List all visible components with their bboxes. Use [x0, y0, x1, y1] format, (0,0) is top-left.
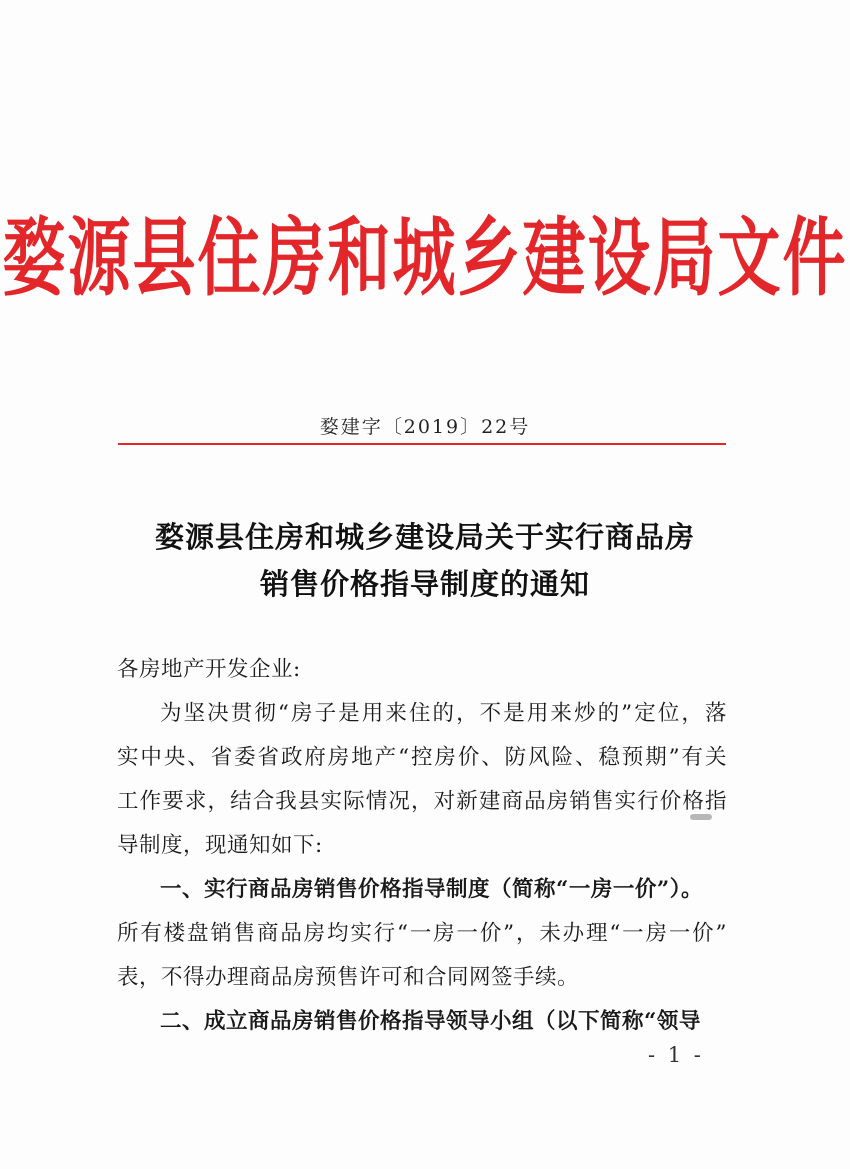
notice-title-line-2: 销售价格指导制度的通知 [259, 567, 590, 601]
document-number: 婺建字〔2019〕22号 [319, 416, 531, 438]
section-1-heading: 一、实行商品房销售价格指导制度（简称“一房一价”）。 [160, 877, 703, 902]
page-number: - 1 - [648, 1043, 704, 1067]
paragraph-line: 所有楼盘销售商品房均实行“一房一价”，未办理“一房一价” [117, 921, 727, 946]
paragraph-line: 表，不得办理商品房预售许可和合同网签手续。 [117, 965, 580, 990]
scan-smudge [690, 814, 712, 820]
notice-title-line-1: 婺源县住房和城乡建设局关于实行商品房 [154, 520, 695, 554]
red-divider-line [118, 443, 726, 445]
paragraph-line: 为坚决贯彻“房子是用来住的，不是用来炒的”定位，落 [160, 701, 727, 726]
paragraph-line: 实中央、省委省政府房地产“控房价、防风险、稳预期”有关 [117, 745, 727, 770]
salutation: 各房地产开发企业: [117, 657, 301, 682]
section-2-heading: 二、成立商品房销售价格指导领导小组（以下简称“领导 [160, 1009, 701, 1034]
paragraph-line: 工作要求，结合我县实际情况，对新建商品房销售实行价格指 [117, 789, 727, 814]
letterhead-title: 婺源县住房和城乡建设局文件 [2, 209, 848, 308]
paragraph-line: 导制度，现通知如下: [117, 833, 323, 858]
